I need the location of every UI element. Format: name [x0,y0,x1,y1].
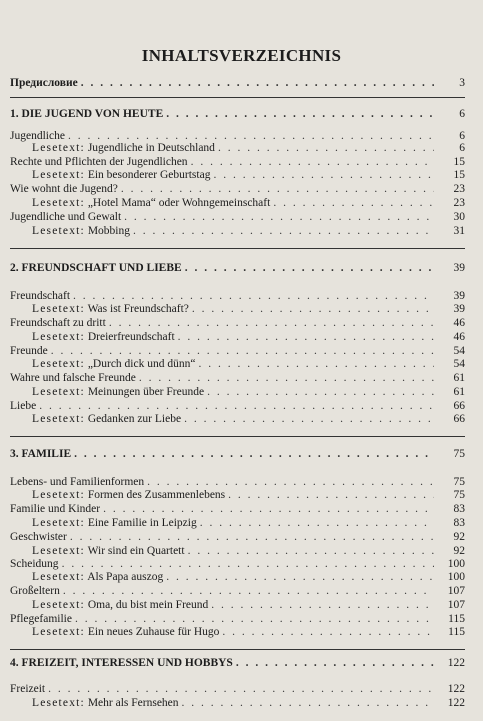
toc-entry [10,584,465,598]
toc-entry [10,316,465,330]
entry-title: Familie und Kinder [10,503,101,515]
leader-dots [166,570,434,584]
entry-title: Meinungen über Freunde [87,386,205,398]
page-number: 3 [459,77,465,89]
leader-dots [48,682,434,696]
page-number: 75 [453,448,465,460]
leader-dots [73,289,434,303]
entry-title: Pflegefamilie [10,613,72,625]
page-number: 100 [447,558,465,570]
leader-dots [222,625,434,639]
page-number: 39 [453,262,465,274]
leader-dots [62,557,434,571]
leader-dots [236,656,434,670]
section-divider [10,436,465,437]
entry-title: Freunde [10,345,48,357]
page-number: 39 [453,290,465,302]
reading-entry [32,330,465,344]
entry-title: Jugendliche in Deutschland [87,142,215,154]
entry-title: „Durch dick und dünn“ [87,358,196,370]
entry-title: Scheidung [10,558,59,570]
reading-prefix: Lesetext: [32,599,85,611]
toc-entry [10,344,465,358]
leader-dots [166,107,434,121]
page-number: 83 [453,503,465,515]
leader-dots [51,344,434,358]
toc-entry [10,289,465,303]
preface-label: Предисловие [10,77,78,89]
page-number: 66 [453,413,465,425]
page-number: 122 [447,683,465,695]
entry-title: Freundschaft zu dritt [10,317,106,329]
entry-title: „Hotel Mama“ oder Wohngemeinschaft [87,197,271,209]
toc-entry [10,530,465,544]
reading-entry [32,625,465,639]
reading-prefix: Lesetext: [32,626,85,638]
reading-prefix: Lesetext: [32,197,85,209]
reading-prefix: Lesetext: [32,413,85,425]
leader-dots [74,447,434,461]
page-number: 75 [453,476,465,488]
page-number: 15 [453,169,465,181]
reading-prefix: Lesetext: [32,571,85,583]
page-number: 115 [448,626,465,638]
leader-dots [207,385,434,399]
reading-prefix: Lesetext: [32,358,85,370]
reading-entry [32,357,465,371]
leader-dots [63,584,434,598]
page-number: 92 [453,531,465,543]
toc-entry [10,502,465,516]
chapter-heading [10,656,465,670]
leader-dots [124,210,434,224]
reading-prefix: Lesetext: [32,331,85,343]
preface-row [10,76,465,90]
section-divider [10,97,465,98]
leader-dots [121,182,434,196]
leader-dots [70,530,434,544]
page-number: 30 [453,211,465,223]
toc-entry [10,155,465,169]
entry-title: Oma, du bist mein Freund [87,599,209,611]
toc-entry [10,557,465,571]
page-number: 122 [447,697,465,709]
reading-entry [32,488,465,502]
entry-title: Formen des Zusammenlebens [87,489,226,501]
leader-dots [188,544,434,558]
section-divider [10,248,465,249]
entry-title: Mehr als Fernsehen [87,697,179,709]
page-title: INHALTSVERZEICHNIS [141,46,342,65]
entry-title: Jugendliche und Gewalt [10,211,122,223]
page-number: 31 [453,225,465,237]
toc-entry [10,682,465,696]
page-number: 115 [448,613,465,625]
entry-title: Rechte und Pflichten der Jugendlichen [10,156,188,168]
page-number: 100 [447,571,465,583]
page-number: 46 [453,331,465,343]
reading-entry [32,224,465,238]
reading-entry [32,598,465,612]
entry-title: Als Papa auszog [87,571,164,583]
page-number: 66 [453,400,465,412]
leader-dots [213,168,434,182]
entry-title: Ein besonderer Geburtstag [87,169,211,181]
toc-entry [10,182,465,196]
reading-entry [32,696,465,710]
entry-title: Jugendliche [10,130,65,142]
entry-title: Lebens- und Familienformen [10,476,145,488]
leader-dots [75,612,434,626]
reading-entry [32,412,465,426]
page-number: 6 [459,130,465,142]
entry-title: Eine Familie in Leipzig [87,517,197,529]
entry-title: Gedanken zur Liebe [87,413,182,425]
reading-entry [32,168,465,182]
page-number: 15 [453,156,465,168]
page-number: 54 [453,345,465,357]
leader-dots [200,516,434,530]
page-number: 107 [447,585,465,597]
leader-dots [273,196,434,210]
chapter-heading [10,107,465,121]
leader-dots [192,302,434,316]
page-number: 107 [447,599,465,611]
leader-dots [198,357,434,371]
chapter-title: 1. DIE JUGEND VON HEUTE [10,108,164,120]
reading-prefix: Lesetext: [32,303,85,315]
reading-prefix: Lesetext: [32,225,85,237]
page-number: 23 [453,197,465,209]
page-number: 39 [453,303,465,315]
toc-entry [10,475,465,489]
reading-prefix: Lesetext: [32,697,85,709]
page-number: 122 [447,657,465,669]
leader-dots [185,261,434,275]
entry-title: Dreierfreundschaft [87,331,175,343]
page-number: 6 [459,142,465,154]
entry-title: Ein neues Zuhause für Hugo [87,626,220,638]
reading-prefix: Lesetext: [32,386,85,398]
reading-entry [32,570,465,584]
reading-entry [32,196,465,210]
entry-title: Wie wohnt die Jugend? [10,183,118,195]
reading-entry [32,544,465,558]
leader-dots [211,598,434,612]
reading-prefix: Lesetext: [32,142,85,154]
leader-dots [81,76,434,90]
reading-prefix: Lesetext: [32,489,85,501]
leader-dots [191,155,434,169]
page-number: 92 [453,545,465,557]
entry-title: Geschwister [10,531,67,543]
entry-title: Freizeit [10,683,46,695]
leader-dots [147,475,434,489]
toc-entry [10,612,465,626]
leader-dots [139,371,434,385]
entry-title: Was ist Freundschaft? [87,303,189,315]
entry-title: Freundschaft [10,290,71,302]
toc-entry [10,399,465,413]
section-divider [10,649,465,650]
page-number: 46 [453,317,465,329]
page-number: 54 [453,358,465,370]
reading-entry [32,385,465,399]
entry-title: Liebe [10,400,37,412]
leader-dots [184,412,434,426]
leader-dots [182,696,434,710]
reading-prefix: Lesetext: [32,169,85,181]
leader-dots [178,330,434,344]
chapter-title: 2. FREUNDSCHAFT UND LIEBE [10,262,182,274]
leader-dots [228,488,434,502]
entry-title: Mobbing [87,225,130,237]
leader-dots [109,316,434,330]
leader-dots [218,141,434,155]
chapter-heading [10,447,465,461]
page-number: 23 [453,183,465,195]
page-number: 61 [453,386,465,398]
leader-dots [133,224,434,238]
page-number: 83 [453,517,465,529]
entry-title: Wahre und falsche Freunde [10,372,136,384]
reading-prefix: Lesetext: [32,545,85,557]
page-number: 6 [459,108,465,120]
toc-entry [10,371,465,385]
entry-title: Wir sind ein Quartett [87,545,185,557]
reading-prefix: Lesetext: [32,517,85,529]
reading-entry [32,141,465,155]
page-number: 75 [453,489,465,501]
toc-entry [10,210,465,224]
page-number: 61 [453,372,465,384]
chapter-title: 4. FREIZEIT, INTERESSEN UND HOBBYS [10,657,233,669]
entry-title: Großeltern [10,585,60,597]
reading-entry [32,516,465,530]
chapter-title: 3. FAMILIE [10,448,72,460]
leader-dots [39,399,434,413]
chapter-heading [10,261,465,275]
reading-entry [32,302,465,316]
leader-dots [103,502,434,516]
